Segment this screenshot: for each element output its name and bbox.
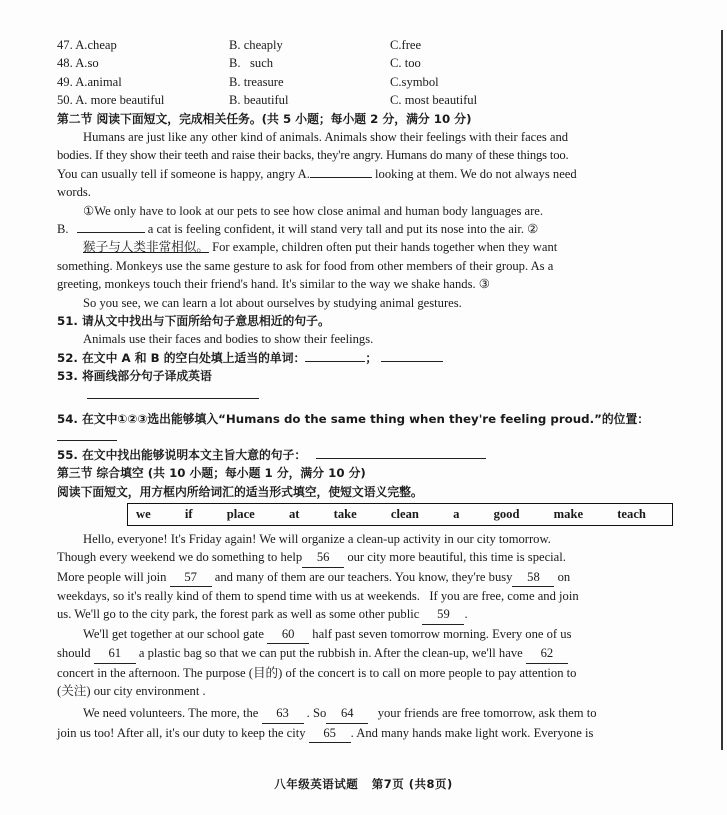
blank-65[interactable]: 65 — [309, 724, 351, 743]
question-53: 53. 将画线部分句子译成英语 — [57, 369, 212, 384]
blank-58[interactable]: 58 — [512, 568, 554, 587]
passage-text: us. We'll go to the city park, the forest park as well as some other public — [57, 607, 423, 622]
option-row-47 — [57, 36, 689, 54]
blank-59[interactable]: 59 — [422, 605, 464, 624]
page-content — [57, 36, 689, 743]
passage-text: We need volunteers. The more, the — [83, 706, 262, 721]
passage-line — [57, 165, 689, 183]
passage-line — [57, 568, 689, 587]
option-row-49 — [57, 73, 689, 91]
word-bank-item: place — [226, 507, 255, 522]
question-text: 55. 在文中找出能够说明本文主旨大意的句子： — [57, 448, 307, 463]
passage-line — [57, 625, 689, 644]
option-c: C.free — [390, 38, 422, 52]
option-a: 50. A. more beautiful — [57, 93, 165, 108]
option-a: 47. A.cheap — [57, 38, 117, 52]
passage-line: Hello, everyone! It's Friday again! We will organize a clean-up activity in our city tomorrow. — [83, 531, 551, 546]
page-edge-line — [721, 30, 723, 750]
question-55 — [57, 446, 689, 464]
option-b: B. cheaply — [229, 38, 283, 52]
blank-63[interactable]: 63 — [262, 704, 304, 723]
word-bank-item: at — [288, 507, 300, 522]
word-bank-box — [127, 503, 673, 525]
passage-text: a plastic bag so that we can put the rubbish in. After the clean-up, we'll have — [135, 646, 526, 661]
passage-line: greeting, monkeys touch their friend's hand. It's similar to the way we shake hands. ③ — [57, 277, 491, 292]
section3-title: 第三节 综合填空 (共 10 小题；每小题 1 分，满分 10 分) — [57, 466, 366, 481]
passage-line: (关注) our city environment . — [57, 683, 206, 698]
underlined-sentence: 猴子与人类非常相似。 — [83, 240, 209, 255]
passage-text: For example, children often put their hands together when they want — [208, 240, 558, 255]
blank-60[interactable]: 60 — [267, 625, 309, 644]
option-c: C. too — [390, 56, 421, 71]
option-a: 49. A.animal — [57, 74, 122, 89]
option-row-48 — [57, 54, 689, 72]
passage-line — [57, 724, 689, 743]
passage-line — [57, 644, 689, 663]
passage-text: join us too! After all, it's our duty to keep the city — [57, 725, 309, 740]
question-51: 51. 请从文中找出与下面所给句子意思相近的句子。 — [57, 314, 330, 329]
page-footer: 八年级英语试题 第7页 (共8页) — [274, 777, 453, 791]
answer-blank[interactable] — [381, 349, 443, 362]
passage-text: and many of them are our teachers. You know, they're busy — [211, 569, 513, 584]
passage-line: weekdays, so it's really kind of them to spend time with us at weekends. If you are free, come and join — [57, 588, 579, 603]
passage-text: your friends are free tomorrow, ask them to — [368, 706, 597, 721]
question-54: 54. 在文中①②③选出能够填入“Humans do the same thing when they're feeling proud.”的位置： — [57, 411, 650, 426]
word-bank-item: take — [333, 507, 357, 522]
passage-line: Humans are just like any other kind of animals. Animals show their feelings with their faces and — [83, 129, 569, 144]
answer-blank[interactable] — [305, 349, 365, 362]
passage-text: looking at them. We do not always need — [371, 166, 577, 181]
answer-blank[interactable] — [316, 446, 486, 459]
passage-text: . So — [303, 706, 327, 721]
word-bank-item: clean — [390, 507, 419, 522]
passage-line — [57, 605, 689, 624]
blank-56[interactable]: 56 — [302, 548, 344, 567]
passage-text: . And many hands make light work. Everyone is — [350, 725, 594, 740]
passage-line — [57, 704, 689, 723]
passage-text: on — [554, 569, 571, 584]
blank-57[interactable]: 57 — [170, 568, 212, 587]
option-a: 48. A.so — [57, 56, 99, 71]
word-bank-item: we — [136, 507, 151, 522]
answer-blank[interactable] — [87, 386, 259, 399]
separator: ； — [365, 350, 378, 365]
word-bank-item: make — [553, 507, 584, 522]
section3-instructions: 阅读下面短文，用方框内所给词汇的适当形式填空，使短文语义完整。 — [57, 484, 423, 499]
passage-line: concert in the afternoon. The purpose (目的) of the concert is to call on more people to pay attention to — [57, 665, 577, 680]
passage-text: our city more beautiful, this time is special. — [344, 550, 566, 565]
passage-line: words. — [57, 185, 91, 200]
passage-text: a cat is feeling confident, it will stand very tall and put its nose into the air. ② — [144, 222, 539, 236]
passage-line: So you see, we can learn a lot about ourselves by studying animal gestures. — [83, 295, 462, 310]
blank-64[interactable]: 64 — [326, 704, 368, 723]
passage-line: bodies. If they show their teeth and raise their backs, they're angry. Humans do many of these things too. — [57, 148, 569, 163]
passage-line: ①We only have to look at our pets to see how close animal and human body languages are. — [83, 203, 544, 218]
blank-a[interactable] — [310, 165, 372, 178]
option-b: B. treasure — [229, 74, 284, 89]
passage-line — [57, 548, 689, 567]
answer-line-54 — [57, 428, 689, 446]
passage-text: B. — [57, 222, 69, 236]
passage-line: something. Monkeys use the same gesture to ask for food from other members of their group. As a — [57, 258, 554, 273]
word-bank-item: teach — [617, 507, 646, 522]
option-b: B. such — [229, 56, 274, 71]
passage-line — [57, 238, 689, 256]
option-row-50 — [57, 91, 689, 109]
question-51-sentence: Animals use their faces and bodies to show their feelings. — [83, 332, 374, 347]
passage-text: . — [464, 607, 468, 622]
passage-text: More people will join — [57, 569, 170, 584]
option-c: C.symbol — [390, 74, 439, 89]
passage-line — [57, 220, 689, 238]
word-bank-item: if — [184, 507, 193, 522]
section2-title: 第二节 阅读下面短文，完成相关任务。(共 5 小题；每小题 2 分，满分 10 分) — [57, 111, 472, 126]
passage-text: Though every weekend we do something to help — [57, 550, 303, 565]
blank-62[interactable]: 62 — [526, 644, 568, 663]
passage-text: half past seven tomorrow morning. Every one of us — [309, 626, 572, 641]
word-bank-item: good — [493, 507, 520, 522]
answer-line-53 — [57, 386, 689, 408]
question-text: 52. 在文中 A 和 B 的空白处填上适当的单词： — [57, 350, 306, 365]
word-bank-item: a — [453, 507, 460, 522]
blank-61[interactable]: 61 — [94, 644, 136, 663]
passage-text: You can usually tell if someone is happy, angry A. — [57, 166, 310, 181]
question-52 — [57, 349, 689, 367]
option-b: B. beautiful — [229, 93, 289, 108]
blank-b[interactable] — [77, 220, 145, 233]
passage-text: We'll get together at our school gate — [83, 626, 268, 641]
option-c: C. most beautiful — [390, 93, 478, 108]
passage-text: should — [57, 646, 94, 661]
answer-blank[interactable] — [57, 428, 117, 441]
